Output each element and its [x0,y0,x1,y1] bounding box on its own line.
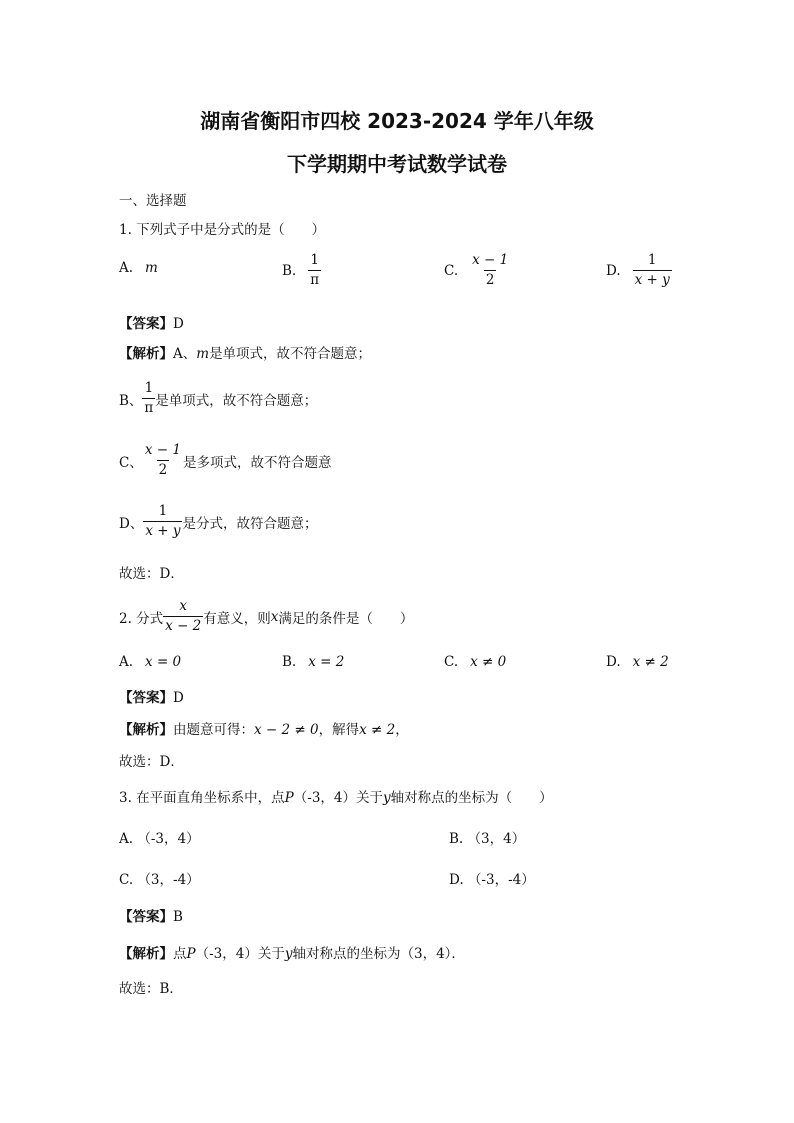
page-title-line1: 湖南省衡阳市四校 2023-2024 学年八年级 [200,109,594,133]
fraction-numerator: x − 1 [144,442,181,458]
option-expr: （3，4） [467,831,526,847]
option-label: A. [119,654,134,670]
fraction [163,598,203,635]
q3-option-b [449,827,525,847]
fraction-numerator: x [179,598,188,614]
section-heading: 一、选择题 [119,193,187,209]
option-label: C. [119,872,134,888]
option-label: C. [444,262,459,279]
stem-text: 轴对称点的坐标为（ ） [390,790,553,806]
fraction-denominator: π [144,400,154,416]
q2-option-c [444,654,506,670]
analysis-text: ， [395,722,409,738]
q3-conclusion: 故选：B． [119,981,183,997]
fraction-denominator: x − 2 [165,618,202,634]
q3-option-d [449,868,535,888]
axis-name: y [383,790,391,806]
fraction-numerator: 1 [144,380,154,396]
option-label: A. [119,831,134,847]
q2-option-b [282,654,344,670]
option-label: C. [444,654,459,670]
stem-text: 2. 分式 [119,610,164,627]
q3-answer [119,905,183,925]
stem-text: （-3，4）关于 [293,790,384,806]
answer-value: D [173,316,184,332]
option-label: B. [282,262,297,279]
option-label: D. [606,262,621,279]
analysis-text: 由题意可得： [173,722,254,738]
fraction-denominator: x + y [145,523,181,539]
analysis-text: 轴对称点的坐标为（3，4）． [292,946,465,962]
fraction [142,380,155,417]
option-expr: （3，-4） [137,872,200,888]
fraction-numerator: 1 [158,503,168,519]
answer-value: B [173,909,183,925]
answer-tag: 【答案】 [119,316,173,332]
q1-analysis-b [119,380,317,417]
option-expr: x ≠ 2 [632,654,669,670]
analysis-prefix: A、 [173,346,197,362]
analysis-text: ，解得 [318,722,360,738]
analysis-expr: m [196,346,210,362]
q1-conclusion: 故选：D． [119,566,184,582]
stem-text: 满足的条件是（ ） [278,610,414,627]
fraction-denominator: x + y [634,272,670,288]
answer-tag: 【答案】 [119,690,173,706]
q2-option-d [606,654,669,670]
analysis-text: 是多项式，故不符合题意 [182,454,332,471]
fraction-denominator: 2 [485,272,495,288]
stem-variable: x [270,608,279,625]
q2-analysis [119,718,409,738]
analysis-text: 是单项式，故不符合题意； [209,346,372,362]
analysis-text: 是分式，故符合题意； [182,515,318,532]
axis-name: y [284,946,293,962]
q1-option-d [606,252,672,289]
page-title-line2: 下学期期中考试数学试卷 [287,152,507,176]
option-label: A. [119,260,134,276]
stem-text: 有意义，则 [203,610,271,627]
q1-analysis-c [119,442,331,479]
q1-option-b [282,252,321,289]
option-expr: m [145,260,158,276]
fraction [143,442,183,479]
q2-stem [119,598,413,635]
fraction [470,252,510,289]
option-label: D. [449,872,464,888]
option-label: B. [282,654,297,670]
option-expr: x ≠ 0 [470,654,507,670]
option-label: D. [606,654,621,670]
analysis-text: 是单项式，故不符合题意； [155,392,318,409]
q3-stem [119,786,553,806]
analysis-prefix: B、 [119,392,143,409]
q1-stem: 1. 下列式子中是分式的是（ ） [119,222,326,238]
fraction-numerator: x − 1 [472,252,509,268]
q3-option-a [119,827,200,847]
q3-option-c [119,868,200,888]
q2-option-a [119,654,181,670]
analysis-tag: 【解析】 [119,946,173,962]
fraction [633,252,672,289]
analysis-text: （-3，4）关于 [195,946,285,962]
option-label: B. [449,831,464,847]
analysis-text: 点 [173,946,187,962]
analysis-tag: 【解析】 [119,722,173,738]
answer-value: D [173,690,184,706]
option-expr: （-3，4） [137,831,200,847]
point-name: P [186,946,196,962]
analysis-expr: x − 2 ≠ 0 [254,722,319,738]
q2-answer [119,686,184,706]
analysis-prefix: C、 [119,454,143,471]
q1-option-c [444,252,510,289]
point-name: P [284,790,294,806]
q1-options [0,252,794,292]
stem-text: 3. 在平面直角坐标系中，点 [119,790,285,806]
q1-analysis-d [119,503,317,540]
analysis-expr: x ≠ 2 [359,722,396,738]
q1-analysis-a [119,342,371,362]
option-expr: （-3，-4） [467,872,535,888]
fraction [143,503,182,540]
fraction-numerator: 1 [310,252,319,268]
q2-conclusion: 故选：D． [119,754,184,770]
fraction-numerator: 1 [647,252,657,268]
q3-analysis [119,942,465,962]
q1-answer [119,312,184,332]
q1-option-a [119,260,158,276]
fraction [308,252,321,289]
fraction-denominator: 2 [158,462,168,478]
answer-tag: 【答案】 [119,909,173,925]
analysis-tag: 【解析】 [119,346,173,362]
option-expr: x = 0 [145,654,182,670]
option-expr: x = 2 [308,654,345,670]
analysis-prefix: D、 [119,515,144,532]
fraction-denominator: π [310,272,320,288]
